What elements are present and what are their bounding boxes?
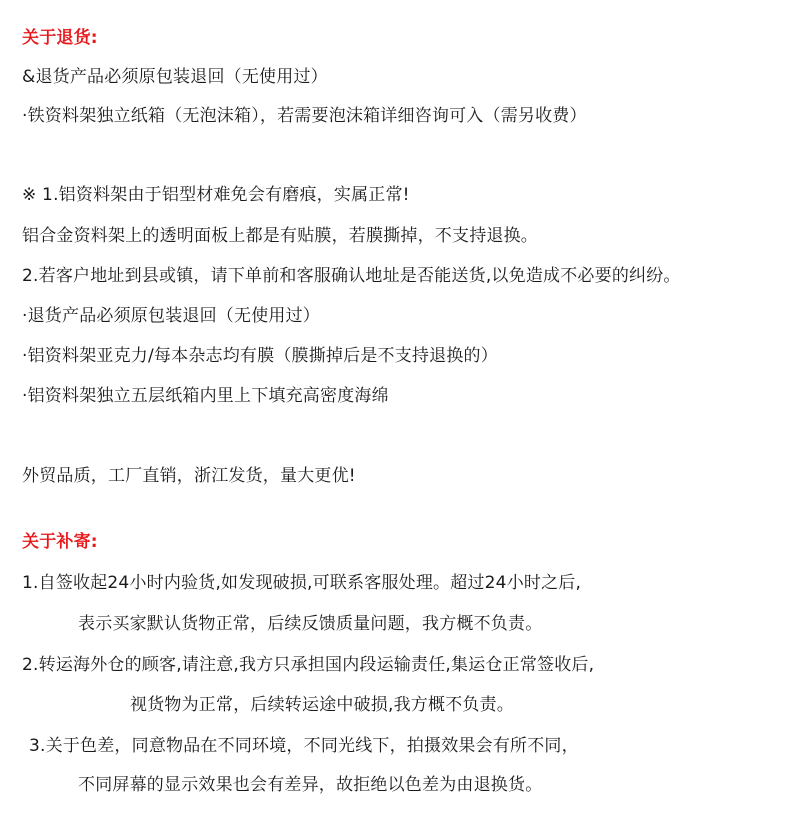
- returns-line: &退货产品必须原包装退回（无使用过）: [22, 67, 328, 87]
- returns-line: 铝合金资料架上的透明面板上都是有贴膜，若膜撕掉，不支持退换。: [22, 226, 538, 246]
- reshipping-line: 视货物为正常，后续转运途中破损,我方概不负责。: [130, 695, 515, 715]
- reshipping-heading: 关于补寄:: [22, 532, 98, 552]
- returns-line: ·铝资料架亚克力/每本杂志均有膜（膜撕掉后是不支持退换的）: [22, 346, 498, 366]
- slogan-line: 外贸品质，工厂直销，浙江发货，量大更优!: [22, 466, 356, 486]
- returns-line: ·铝资料架独立五层纸箱内里上下填充高密度海绵: [22, 386, 389, 406]
- reshipping-line: 3.关于色差，同意物品在不同环境，不同光线下，拍摄效果会有所不同，: [29, 736, 579, 756]
- reshipping-line: 1.自签收起24小时内验货,如发现破损,可联系客服处理。超过24小时之后,: [22, 573, 582, 593]
- returns-line: 2.若客户地址到县或镇，请下单前和客服确认地址是否能送货,以免造成不必要的纠纷。: [22, 266, 681, 286]
- returns-heading: 关于退货:: [22, 28, 98, 48]
- returns-line: ※ 1.铝资料架由于铝型材难免会有磨痕，实属正常!: [22, 185, 410, 205]
- reshipping-line: 2.转运海外仓的顾客,请注意,我方只承担国内段运输责任,集运仓正常签收后,: [22, 655, 595, 675]
- returns-line: ·退货产品必须原包装退回（无使用过）: [22, 306, 321, 326]
- reshipping-line: 表示买家默认货物正常，后续反馈质量问题，我方概不负责。: [78, 614, 543, 634]
- returns-line: ·铁资料架独立纸箱（无泡沫箱），若需要泡沫箱详细咨询可入（需另收费）: [22, 106, 587, 126]
- reshipping-line: 不同屏幕的显示效果也会有差异，故拒绝以色差为由退换货。: [78, 775, 543, 795]
